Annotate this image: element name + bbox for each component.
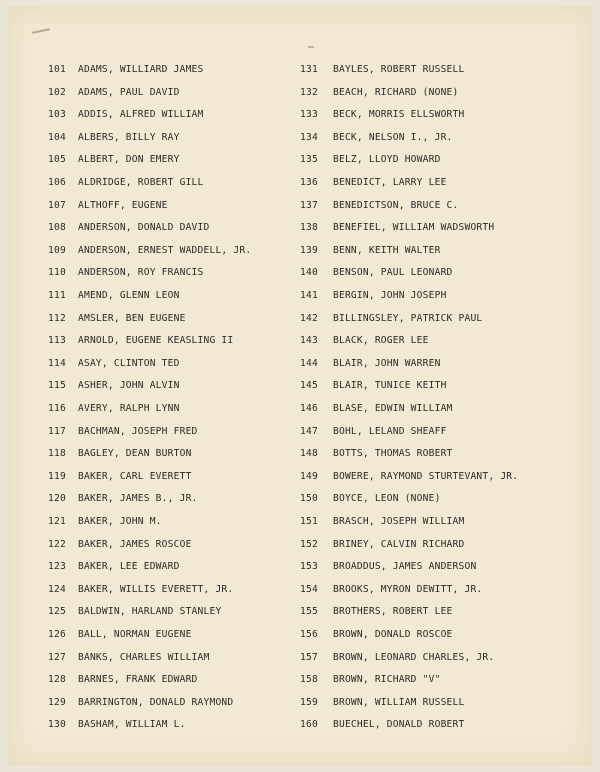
entry-number: 129 (48, 696, 66, 708)
entry-number: 149 (300, 470, 318, 482)
entry-number: 152 (300, 538, 318, 550)
entry-number: 153 (300, 561, 318, 573)
entry-number: 128 (48, 674, 66, 686)
entry-name: BAYLES, ROBERT RUSSELL (333, 64, 465, 75)
entry-number: 101 (48, 64, 66, 75)
entry-name: BROWN, WILLIAM RUSSELL (333, 696, 465, 708)
entry-number: 105 (48, 154, 66, 166)
entry-name: BERGIN, JOHN JOSEPH (333, 290, 447, 301)
entry-name: AMSLER, BEN EUGENE (78, 312, 186, 324)
entry-name: BROTHERS, ROBERT LEE (333, 606, 453, 618)
entry-name: BELZ, LLOYD HOWARD (333, 154, 441, 166)
entry-name: ASHER, JOHN ALVIN (78, 380, 180, 392)
entry-number: 143 (300, 335, 318, 347)
entry-name: BROADDUS, JAMES ANDERSON (333, 561, 477, 573)
entry-name: ADDIS, ALFRED WILLIAM (78, 109, 204, 121)
entry-number: 150 (300, 493, 318, 505)
entry-name: BAKER, CARL EVERETT (78, 470, 192, 482)
entry-number: 116 (48, 403, 66, 414)
entry-name: BALDWIN, HARLAND STANLEY (78, 606, 222, 618)
entry-name: BENN, KEITH WALTER (333, 244, 441, 256)
entry-name: AVERY, RALPH LYNN (78, 403, 180, 414)
entry-number: 111 (48, 290, 66, 301)
entry-number: 160 (300, 719, 318, 731)
top-center-mark (308, 46, 314, 48)
entry-name: BARNES, FRANK EDWARD (78, 674, 198, 686)
entry-number: 137 (300, 199, 318, 211)
entry-number: 139 (300, 244, 318, 256)
entry-number: 145 (300, 380, 318, 392)
entry-name: ALBERT, DON EMERY (78, 154, 180, 166)
entry-name: AMEND, GLENN LEON (78, 290, 180, 301)
entry-number: 131 (300, 64, 318, 75)
entry-name: BROWN, DONALD ROSCOE (333, 629, 453, 640)
entry-number: 155 (300, 606, 318, 618)
entry-number: 107 (48, 199, 66, 211)
entry-number: 106 (48, 177, 66, 188)
entry-name: BECK, MORRIS ELLSWORTH (333, 109, 465, 121)
entry-number: 115 (48, 380, 66, 392)
entry-number: 114 (48, 357, 66, 369)
entry-number: 158 (300, 674, 318, 686)
entry-number: 157 (300, 651, 318, 663)
entry-name: ADAMS, PAUL DAVID (78, 86, 180, 98)
entry-name: BLACK, ROGER LEE (333, 335, 429, 347)
entry-name: ARNOLD, EUGENE KEASLING II (78, 335, 234, 347)
entry-number: 102 (48, 86, 66, 98)
corner-pencil-mark (32, 28, 50, 34)
entry-name: BAKER, JAMES B., JR. (78, 493, 198, 505)
entry-name: BROWN, LEONARD CHARLES, JR. (333, 651, 495, 663)
entry-name: BARRINGTON, DONALD RAYMOND (78, 696, 234, 708)
entry-number: 120 (48, 493, 66, 505)
entry-name: BENEDICT, LARRY LEE (333, 177, 447, 188)
entry-number: 142 (300, 312, 318, 324)
entry-number: 146 (300, 403, 318, 414)
entry-name: BOHL, LELAND SHEAFF (333, 425, 447, 437)
entry-number: 130 (48, 719, 66, 731)
entry-name: ASAY, CLINTON TED (78, 357, 180, 369)
entry-name: BALL, NORMAN EUGENE (78, 629, 192, 640)
entry-name: BENEFIEL, WILLIAM WADSWORTH (333, 222, 495, 234)
entry-name: BASHAM, WILLIAM L. (78, 719, 186, 731)
entry-name: BRASCH, JOSEPH WILLIAM (333, 516, 465, 527)
entry-number: 112 (48, 312, 66, 324)
entry-number: 117 (48, 425, 66, 437)
entry-name: BLAIR, JOHN WARREN (333, 357, 441, 369)
entry-number: 126 (48, 629, 66, 640)
entry-number: 159 (300, 696, 318, 708)
entry-number: 156 (300, 629, 318, 640)
entry-number: 108 (48, 222, 66, 234)
entry-name: BUECHEL, DONALD ROBERT (333, 719, 465, 731)
entry-name: ANDERSON, DONALD DAVID (78, 222, 210, 234)
entry-name: BEACH, RICHARD (NONE) (333, 86, 459, 98)
entry-number: 124 (48, 583, 66, 595)
entry-name: BROWN, RICHARD "V" (333, 674, 441, 686)
entry-name: BACHMAN, JOSEPH FRED (78, 425, 198, 437)
entry-number: 119 (48, 470, 66, 482)
entry-name: BAGLEY, DEAN BURTON (78, 448, 192, 460)
entry-name: ADAMS, WILLIARD JAMES (78, 64, 204, 75)
entry-number: 121 (48, 516, 66, 527)
entry-name: BRINEY, CALVIN RICHARD (333, 538, 465, 550)
entry-number: 135 (300, 154, 318, 166)
entry-number: 110 (48, 267, 66, 279)
entry-name: ALDRIDGE, ROBERT GILL (78, 177, 204, 188)
entry-number: 109 (48, 244, 66, 256)
entry-name: BAKER, WILLIS EVERETT, JR. (78, 583, 234, 595)
entry-number: 136 (300, 177, 318, 188)
entry-number: 118 (48, 448, 66, 460)
entry-name: BANKS, CHARLES WILLIAM (78, 651, 210, 663)
entry-number: 122 (48, 538, 66, 550)
entry-name: ANDERSON, ERNEST WADDELL, JR. (78, 244, 252, 256)
entry-number: 154 (300, 583, 318, 595)
entry-name: BAKER, JOHN M. (78, 516, 162, 527)
entry-number: 140 (300, 267, 318, 279)
entry-name: BAKER, LEE EDWARD (78, 561, 180, 573)
entry-number: 103 (48, 109, 66, 121)
entry-number: 148 (300, 448, 318, 460)
entry-number: 138 (300, 222, 318, 234)
entry-name: BECK, NELSON I., JR. (333, 131, 453, 143)
entry-name: BAKER, JAMES ROSCOE (78, 538, 192, 550)
entry-number: 123 (48, 561, 66, 573)
entry-name: BENSON, PAUL LEONARD (333, 267, 453, 279)
entry-name: BOYCE, LEON (NONE) (333, 493, 441, 505)
typed-roster-page (8, 6, 592, 766)
entry-number: 104 (48, 131, 66, 143)
entry-number: 134 (300, 131, 318, 143)
entry-number: 141 (300, 290, 318, 301)
entry-name: ANDERSON, ROY FRANCIS (78, 267, 204, 279)
entry-name: BOWERE, RAYMOND STURTEVANT, JR. (333, 470, 519, 482)
entry-number: 147 (300, 425, 318, 437)
entry-name: ALBERS, BILLY RAY (78, 131, 180, 143)
entry-number: 144 (300, 357, 318, 369)
entry-number: 127 (48, 651, 66, 663)
entry-number: 113 (48, 335, 66, 347)
entry-number: 132 (300, 86, 318, 98)
entry-name: BLAIR, TUNICE KEITH (333, 380, 447, 392)
entry-name: BENEDICTSON, BRUCE C. (333, 199, 459, 211)
entry-name: BOTTS, THOMAS ROBERT (333, 448, 453, 460)
entry-name: BROOKS, MYRON DEWITT, JR. (333, 583, 483, 595)
entry-name: BLASE, EDWIN WILLIAM (333, 403, 453, 414)
entry-number: 151 (300, 516, 318, 527)
entry-name: BILLINGSLEY, PATRICK PAUL (333, 312, 483, 324)
entry-number: 125 (48, 606, 66, 618)
entry-name: ALTHOFF, EUGENE (78, 199, 168, 211)
entry-number: 133 (300, 109, 318, 121)
